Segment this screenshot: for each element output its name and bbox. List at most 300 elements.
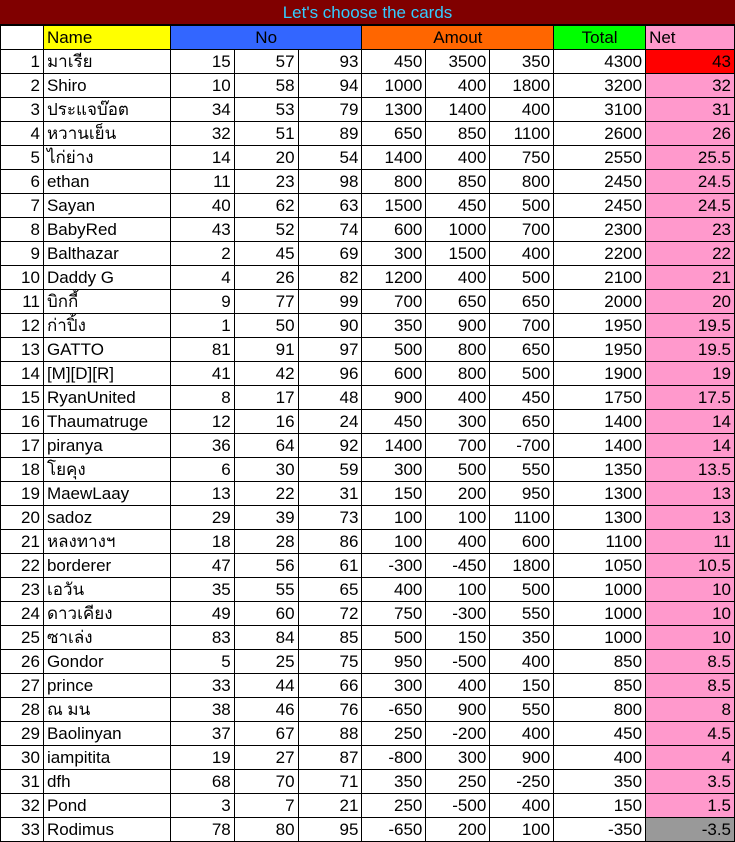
amount-3-cell[interactable]: 700 <box>490 314 554 338</box>
no-1-cell[interactable]: 13 <box>170 482 234 506</box>
name-cell[interactable]: Daddy G <box>43 266 170 290</box>
row-index-cell[interactable]: 1 <box>1 50 44 74</box>
net-cell[interactable]: 19.5 <box>646 338 735 362</box>
no-1-cell[interactable]: 49 <box>170 602 234 626</box>
amount-1-cell[interactable]: 1500 <box>362 194 426 218</box>
name-cell[interactable]: ก่าปิ้ง <box>43 314 170 338</box>
row-index-cell[interactable]: 17 <box>1 434 44 458</box>
no-1-cell[interactable]: 37 <box>170 722 234 746</box>
name-cell[interactable]: ethan <box>43 170 170 194</box>
amount-2-cell[interactable]: 400 <box>426 146 490 170</box>
total-cell[interactable]: 350 <box>554 770 646 794</box>
no-2-cell[interactable]: 52 <box>234 218 298 242</box>
amount-2-cell[interactable]: 650 <box>426 290 490 314</box>
amount-3-cell[interactable]: 650 <box>490 290 554 314</box>
name-cell[interactable]: RyanUnited <box>43 386 170 410</box>
amount-2-cell[interactable]: 850 <box>426 122 490 146</box>
total-cell[interactable]: 1750 <box>554 386 646 410</box>
name-cell[interactable]: Sayan <box>43 194 170 218</box>
total-cell[interactable]: 2550 <box>554 146 646 170</box>
net-cell[interactable]: 4.5 <box>646 722 735 746</box>
amount-3-cell[interactable]: 150 <box>490 674 554 698</box>
no-2-cell[interactable]: 62 <box>234 194 298 218</box>
amount-2-cell[interactable]: 300 <box>426 410 490 434</box>
no-1-cell[interactable]: 40 <box>170 194 234 218</box>
amount-2-cell[interactable]: 700 <box>426 434 490 458</box>
no-2-cell[interactable]: 70 <box>234 770 298 794</box>
total-cell[interactable]: 2200 <box>554 242 646 266</box>
amount-3-cell[interactable]: 400 <box>490 650 554 674</box>
name-cell[interactable]: MaewLaay <box>43 482 170 506</box>
no-1-cell[interactable]: 11 <box>170 170 234 194</box>
name-cell[interactable]: ดาวเคียง <box>43 602 170 626</box>
row-index-cell[interactable]: 32 <box>1 794 44 818</box>
amount-1-cell[interactable]: 300 <box>362 458 426 482</box>
amount-1-cell[interactable]: -650 <box>362 818 426 842</box>
no-3-cell[interactable]: 79 <box>298 98 362 122</box>
net-cell[interactable]: -3.5 <box>646 818 735 842</box>
net-cell[interactable]: 10 <box>646 602 735 626</box>
no-1-cell[interactable]: 32 <box>170 122 234 146</box>
amount-2-cell[interactable]: 800 <box>426 338 490 362</box>
amount-2-cell[interactable]: 850 <box>426 170 490 194</box>
no-3-cell[interactable]: 31 <box>298 482 362 506</box>
amount-3-cell[interactable]: 500 <box>490 266 554 290</box>
amount-1-cell[interactable]: 600 <box>362 218 426 242</box>
row-index-cell[interactable]: 6 <box>1 170 44 194</box>
total-cell[interactable]: 850 <box>554 674 646 698</box>
name-cell[interactable]: sadoz <box>43 506 170 530</box>
no-1-cell[interactable]: 29 <box>170 506 234 530</box>
header-amount[interactable]: Amout <box>362 26 554 50</box>
net-cell[interactable]: 20 <box>646 290 735 314</box>
no-3-cell[interactable]: 59 <box>298 458 362 482</box>
net-cell[interactable]: 10.5 <box>646 554 735 578</box>
no-3-cell[interactable]: 54 <box>298 146 362 170</box>
amount-1-cell[interactable]: 400 <box>362 578 426 602</box>
net-cell[interactable]: 21 <box>646 266 735 290</box>
no-1-cell[interactable]: 33 <box>170 674 234 698</box>
name-cell[interactable]: GATTO <box>43 338 170 362</box>
name-cell[interactable]: prince <box>43 674 170 698</box>
no-2-cell[interactable]: 22 <box>234 482 298 506</box>
amount-1-cell[interactable]: 1000 <box>362 74 426 98</box>
amount-1-cell[interactable]: 300 <box>362 674 426 698</box>
no-3-cell[interactable]: 71 <box>298 770 362 794</box>
no-1-cell[interactable]: 68 <box>170 770 234 794</box>
row-index-cell[interactable]: 20 <box>1 506 44 530</box>
total-cell[interactable]: 4300 <box>554 50 646 74</box>
total-cell[interactable]: 2300 <box>554 218 646 242</box>
row-index-cell[interactable]: 14 <box>1 362 44 386</box>
name-cell[interactable]: dfh <box>43 770 170 794</box>
amount-2-cell[interactable]: 400 <box>426 74 490 98</box>
amount-2-cell[interactable]: 1000 <box>426 218 490 242</box>
no-2-cell[interactable]: 57 <box>234 50 298 74</box>
no-3-cell[interactable]: 86 <box>298 530 362 554</box>
amount-1-cell[interactable]: 1400 <box>362 146 426 170</box>
no-2-cell[interactable]: 45 <box>234 242 298 266</box>
amount-2-cell[interactable]: -300 <box>426 602 490 626</box>
amount-1-cell[interactable]: 250 <box>362 722 426 746</box>
row-index-cell[interactable]: 2 <box>1 74 44 98</box>
amount-1-cell[interactable]: 250 <box>362 794 426 818</box>
amount-1-cell[interactable]: 900 <box>362 386 426 410</box>
no-1-cell[interactable]: 8 <box>170 386 234 410</box>
row-index-cell[interactable]: 23 <box>1 578 44 602</box>
row-index-cell[interactable]: 30 <box>1 746 44 770</box>
row-index-cell[interactable]: 15 <box>1 386 44 410</box>
net-cell[interactable]: 24.5 <box>646 194 735 218</box>
no-2-cell[interactable]: 64 <box>234 434 298 458</box>
no-3-cell[interactable]: 94 <box>298 74 362 98</box>
net-cell[interactable]: 8.5 <box>646 674 735 698</box>
no-1-cell[interactable]: 34 <box>170 98 234 122</box>
no-3-cell[interactable]: 97 <box>298 338 362 362</box>
row-index-cell[interactable]: 28 <box>1 698 44 722</box>
net-cell[interactable]: 8.5 <box>646 650 735 674</box>
net-cell[interactable]: 1.5 <box>646 794 735 818</box>
no-3-cell[interactable]: 82 <box>298 266 362 290</box>
row-index-cell[interactable]: 3 <box>1 98 44 122</box>
name-cell[interactable]: มาเรีย <box>43 50 170 74</box>
net-cell[interactable]: 4 <box>646 746 735 770</box>
no-1-cell[interactable]: 3 <box>170 794 234 818</box>
total-cell[interactable]: 800 <box>554 698 646 722</box>
no-2-cell[interactable]: 53 <box>234 98 298 122</box>
no-2-cell[interactable]: 56 <box>234 554 298 578</box>
name-cell[interactable]: ไก่ย่าง <box>43 146 170 170</box>
net-cell[interactable]: 19 <box>646 362 735 386</box>
amount-2-cell[interactable]: 800 <box>426 362 490 386</box>
name-cell[interactable]: บิกกี้ <box>43 290 170 314</box>
name-cell[interactable]: ณ มน <box>43 698 170 722</box>
net-cell[interactable]: 10 <box>646 578 735 602</box>
amount-3-cell[interactable]: 350 <box>490 50 554 74</box>
name-cell[interactable]: piranya <box>43 434 170 458</box>
header-total[interactable]: Total <box>554 26 646 50</box>
net-cell[interactable]: 24.5 <box>646 170 735 194</box>
net-cell[interactable]: 19.5 <box>646 314 735 338</box>
net-cell[interactable]: 14 <box>646 410 735 434</box>
no-1-cell[interactable]: 12 <box>170 410 234 434</box>
amount-2-cell[interactable]: 1400 <box>426 98 490 122</box>
amount-2-cell[interactable]: 500 <box>426 458 490 482</box>
no-3-cell[interactable]: 88 <box>298 722 362 746</box>
amount-3-cell[interactable]: 1100 <box>490 506 554 530</box>
net-cell[interactable]: 26 <box>646 122 735 146</box>
no-2-cell[interactable]: 7 <box>234 794 298 818</box>
amount-3-cell[interactable]: 350 <box>490 626 554 650</box>
no-1-cell[interactable]: 9 <box>170 290 234 314</box>
total-cell[interactable]: 1000 <box>554 602 646 626</box>
no-1-cell[interactable]: 14 <box>170 146 234 170</box>
amount-1-cell[interactable]: -800 <box>362 746 426 770</box>
total-cell[interactable]: 1400 <box>554 434 646 458</box>
no-3-cell[interactable]: 66 <box>298 674 362 698</box>
amount-3-cell[interactable]: 700 <box>490 218 554 242</box>
net-cell[interactable]: 31 <box>646 98 735 122</box>
row-index-cell[interactable]: 13 <box>1 338 44 362</box>
no-1-cell[interactable]: 81 <box>170 338 234 362</box>
net-cell[interactable]: 22 <box>646 242 735 266</box>
no-2-cell[interactable]: 84 <box>234 626 298 650</box>
amount-2-cell[interactable]: 400 <box>426 530 490 554</box>
total-cell[interactable]: 2450 <box>554 194 646 218</box>
net-cell[interactable]: 3.5 <box>646 770 735 794</box>
no-3-cell[interactable]: 48 <box>298 386 362 410</box>
amount-3-cell[interactable]: 650 <box>490 338 554 362</box>
amount-3-cell[interactable]: 1100 <box>490 122 554 146</box>
no-3-cell[interactable]: 63 <box>298 194 362 218</box>
no-2-cell[interactable]: 20 <box>234 146 298 170</box>
amount-1-cell[interactable]: 750 <box>362 602 426 626</box>
no-1-cell[interactable]: 2 <box>170 242 234 266</box>
no-2-cell[interactable]: 23 <box>234 170 298 194</box>
name-cell[interactable]: เอวัน <box>43 578 170 602</box>
total-cell[interactable]: 1100 <box>554 530 646 554</box>
no-2-cell[interactable]: 46 <box>234 698 298 722</box>
name-cell[interactable]: ซาเล่ง <box>43 626 170 650</box>
header-no[interactable]: No <box>170 26 362 50</box>
amount-1-cell[interactable]: 350 <box>362 314 426 338</box>
name-cell[interactable]: ประแจบ๊อต <box>43 98 170 122</box>
amount-3-cell[interactable]: 100 <box>490 818 554 842</box>
amount-1-cell[interactable]: 450 <box>362 410 426 434</box>
amount-2-cell[interactable]: -450 <box>426 554 490 578</box>
amount-2-cell[interactable]: -500 <box>426 794 490 818</box>
amount-1-cell[interactable]: 100 <box>362 506 426 530</box>
amount-1-cell[interactable]: 1300 <box>362 98 426 122</box>
name-cell[interactable]: โยคุง <box>43 458 170 482</box>
no-1-cell[interactable]: 10 <box>170 74 234 98</box>
amount-3-cell[interactable]: 550 <box>490 602 554 626</box>
amount-3-cell[interactable]: 650 <box>490 410 554 434</box>
net-cell[interactable]: 13.5 <box>646 458 735 482</box>
amount-2-cell[interactable]: 100 <box>426 578 490 602</box>
amount-1-cell[interactable]: 1400 <box>362 434 426 458</box>
amount-2-cell[interactable]: 3500 <box>426 50 490 74</box>
no-3-cell[interactable]: 73 <box>298 506 362 530</box>
amount-3-cell[interactable]: 1800 <box>490 74 554 98</box>
name-cell[interactable]: หลงทางฯ <box>43 530 170 554</box>
total-cell[interactable]: 450 <box>554 722 646 746</box>
amount-3-cell[interactable]: 450 <box>490 386 554 410</box>
amount-2-cell[interactable]: 1500 <box>426 242 490 266</box>
row-index-cell[interactable]: 9 <box>1 242 44 266</box>
no-2-cell[interactable]: 55 <box>234 578 298 602</box>
row-index-cell[interactable]: 29 <box>1 722 44 746</box>
total-cell[interactable]: 150 <box>554 794 646 818</box>
amount-1-cell[interactable]: 300 <box>362 242 426 266</box>
amount-3-cell[interactable]: 500 <box>490 578 554 602</box>
net-cell[interactable]: 43 <box>646 50 735 74</box>
total-cell[interactable]: -350 <box>554 818 646 842</box>
row-index-cell[interactable]: 33 <box>1 818 44 842</box>
total-cell[interactable]: 1400 <box>554 410 646 434</box>
amount-1-cell[interactable]: 800 <box>362 170 426 194</box>
no-3-cell[interactable]: 74 <box>298 218 362 242</box>
amount-1-cell[interactable]: 500 <box>362 626 426 650</box>
net-cell[interactable]: 11 <box>646 530 735 554</box>
no-3-cell[interactable]: 96 <box>298 362 362 386</box>
total-cell[interactable]: 1300 <box>554 506 646 530</box>
no-3-cell[interactable]: 24 <box>298 410 362 434</box>
no-1-cell[interactable]: 6 <box>170 458 234 482</box>
amount-2-cell[interactable]: 900 <box>426 314 490 338</box>
total-cell[interactable]: 1900 <box>554 362 646 386</box>
no-1-cell[interactable]: 41 <box>170 362 234 386</box>
total-cell[interactable]: 1350 <box>554 458 646 482</box>
amount-3-cell[interactable]: 950 <box>490 482 554 506</box>
amount-1-cell[interactable]: 650 <box>362 122 426 146</box>
header-index-cell[interactable] <box>1 26 44 50</box>
amount-2-cell[interactable]: 300 <box>426 746 490 770</box>
no-2-cell[interactable]: 42 <box>234 362 298 386</box>
row-index-cell[interactable]: 8 <box>1 218 44 242</box>
row-index-cell[interactable]: 31 <box>1 770 44 794</box>
no-2-cell[interactable]: 39 <box>234 506 298 530</box>
no-2-cell[interactable]: 28 <box>234 530 298 554</box>
row-index-cell[interactable]: 11 <box>1 290 44 314</box>
no-3-cell[interactable]: 69 <box>298 242 362 266</box>
total-cell[interactable]: 2450 <box>554 170 646 194</box>
total-cell[interactable]: 1000 <box>554 626 646 650</box>
header-name[interactable]: Name <box>43 26 170 50</box>
amount-2-cell[interactable]: 400 <box>426 386 490 410</box>
total-cell[interactable]: 1300 <box>554 482 646 506</box>
no-2-cell[interactable]: 51 <box>234 122 298 146</box>
amount-1-cell[interactable]: 1200 <box>362 266 426 290</box>
no-3-cell[interactable]: 65 <box>298 578 362 602</box>
no-1-cell[interactable]: 15 <box>170 50 234 74</box>
no-1-cell[interactable]: 5 <box>170 650 234 674</box>
amount-3-cell[interactable]: 900 <box>490 746 554 770</box>
total-cell[interactable]: 850 <box>554 650 646 674</box>
amount-1-cell[interactable]: 150 <box>362 482 426 506</box>
amount-1-cell[interactable]: -650 <box>362 698 426 722</box>
no-3-cell[interactable]: 89 <box>298 122 362 146</box>
name-cell[interactable]: [M][D][R] <box>43 362 170 386</box>
no-2-cell[interactable]: 26 <box>234 266 298 290</box>
amount-3-cell[interactable]: -250 <box>490 770 554 794</box>
amount-1-cell[interactable]: 350 <box>362 770 426 794</box>
no-2-cell[interactable]: 27 <box>234 746 298 770</box>
name-cell[interactable]: Baolinyan <box>43 722 170 746</box>
row-index-cell[interactable]: 16 <box>1 410 44 434</box>
no-3-cell[interactable]: 85 <box>298 626 362 650</box>
amount-2-cell[interactable]: 250 <box>426 770 490 794</box>
no-1-cell[interactable]: 35 <box>170 578 234 602</box>
name-cell[interactable]: BabyRed <box>43 218 170 242</box>
total-cell[interactable]: 2100 <box>554 266 646 290</box>
row-index-cell[interactable]: 24 <box>1 602 44 626</box>
no-3-cell[interactable]: 21 <box>298 794 362 818</box>
name-cell[interactable]: Rodimus <box>43 818 170 842</box>
amount-1-cell[interactable]: 500 <box>362 338 426 362</box>
total-cell[interactable]: 1000 <box>554 578 646 602</box>
amount-3-cell[interactable]: 550 <box>490 458 554 482</box>
no-2-cell[interactable]: 80 <box>234 818 298 842</box>
no-1-cell[interactable]: 19 <box>170 746 234 770</box>
amount-3-cell[interactable]: 500 <box>490 194 554 218</box>
no-2-cell[interactable]: 50 <box>234 314 298 338</box>
row-index-cell[interactable]: 26 <box>1 650 44 674</box>
no-2-cell[interactable]: 16 <box>234 410 298 434</box>
no-3-cell[interactable]: 61 <box>298 554 362 578</box>
total-cell[interactable]: 2600 <box>554 122 646 146</box>
no-3-cell[interactable]: 93 <box>298 50 362 74</box>
amount-2-cell[interactable]: 100 <box>426 506 490 530</box>
amount-2-cell[interactable]: -500 <box>426 650 490 674</box>
no-3-cell[interactable]: 75 <box>298 650 362 674</box>
amount-3-cell[interactable]: -700 <box>490 434 554 458</box>
net-cell[interactable]: 8 <box>646 698 735 722</box>
no-2-cell[interactable]: 30 <box>234 458 298 482</box>
amount-3-cell[interactable]: 750 <box>490 146 554 170</box>
amount-3-cell[interactable]: 400 <box>490 794 554 818</box>
no-1-cell[interactable]: 36 <box>170 434 234 458</box>
no-1-cell[interactable]: 43 <box>170 218 234 242</box>
name-cell[interactable]: Gondor <box>43 650 170 674</box>
no-3-cell[interactable]: 98 <box>298 170 362 194</box>
no-1-cell[interactable]: 18 <box>170 530 234 554</box>
no-2-cell[interactable]: 44 <box>234 674 298 698</box>
name-cell[interactable]: Thaumatruge <box>43 410 170 434</box>
total-cell[interactable]: 3200 <box>554 74 646 98</box>
row-index-cell[interactable]: 22 <box>1 554 44 578</box>
no-3-cell[interactable]: 95 <box>298 818 362 842</box>
total-cell[interactable]: 2000 <box>554 290 646 314</box>
row-index-cell[interactable]: 10 <box>1 266 44 290</box>
net-cell[interactable]: 17.5 <box>646 386 735 410</box>
total-cell[interactable]: 400 <box>554 746 646 770</box>
no-1-cell[interactable]: 38 <box>170 698 234 722</box>
net-cell[interactable]: 32 <box>646 74 735 98</box>
amount-3-cell[interactable]: 400 <box>490 242 554 266</box>
amount-2-cell[interactable]: 150 <box>426 626 490 650</box>
row-index-cell[interactable]: 27 <box>1 674 44 698</box>
no-2-cell[interactable]: 67 <box>234 722 298 746</box>
no-3-cell[interactable]: 87 <box>298 746 362 770</box>
header-net[interactable]: Net <box>646 26 735 50</box>
row-index-cell[interactable]: 4 <box>1 122 44 146</box>
total-cell[interactable]: 3100 <box>554 98 646 122</box>
amount-3-cell[interactable]: 800 <box>490 170 554 194</box>
name-cell[interactable]: Balthazar <box>43 242 170 266</box>
name-cell[interactable]: Shiro <box>43 74 170 98</box>
no-2-cell[interactable]: 25 <box>234 650 298 674</box>
no-3-cell[interactable]: 76 <box>298 698 362 722</box>
amount-3-cell[interactable]: 1800 <box>490 554 554 578</box>
net-cell[interactable]: 25.5 <box>646 146 735 170</box>
amount-2-cell[interactable]: 200 <box>426 818 490 842</box>
amount-2-cell[interactable]: 400 <box>426 674 490 698</box>
amount-1-cell[interactable]: 100 <box>362 530 426 554</box>
no-2-cell[interactable]: 17 <box>234 386 298 410</box>
total-cell[interactable]: 1950 <box>554 314 646 338</box>
amount-3-cell[interactable]: 400 <box>490 722 554 746</box>
row-index-cell[interactable]: 18 <box>1 458 44 482</box>
amount-2-cell[interactable]: 200 <box>426 482 490 506</box>
no-3-cell[interactable]: 72 <box>298 602 362 626</box>
net-cell[interactable]: 13 <box>646 482 735 506</box>
row-index-cell[interactable]: 7 <box>1 194 44 218</box>
net-cell[interactable]: 14 <box>646 434 735 458</box>
total-cell[interactable]: 1950 <box>554 338 646 362</box>
amount-3-cell[interactable]: 600 <box>490 530 554 554</box>
amount-3-cell[interactable]: 400 <box>490 98 554 122</box>
